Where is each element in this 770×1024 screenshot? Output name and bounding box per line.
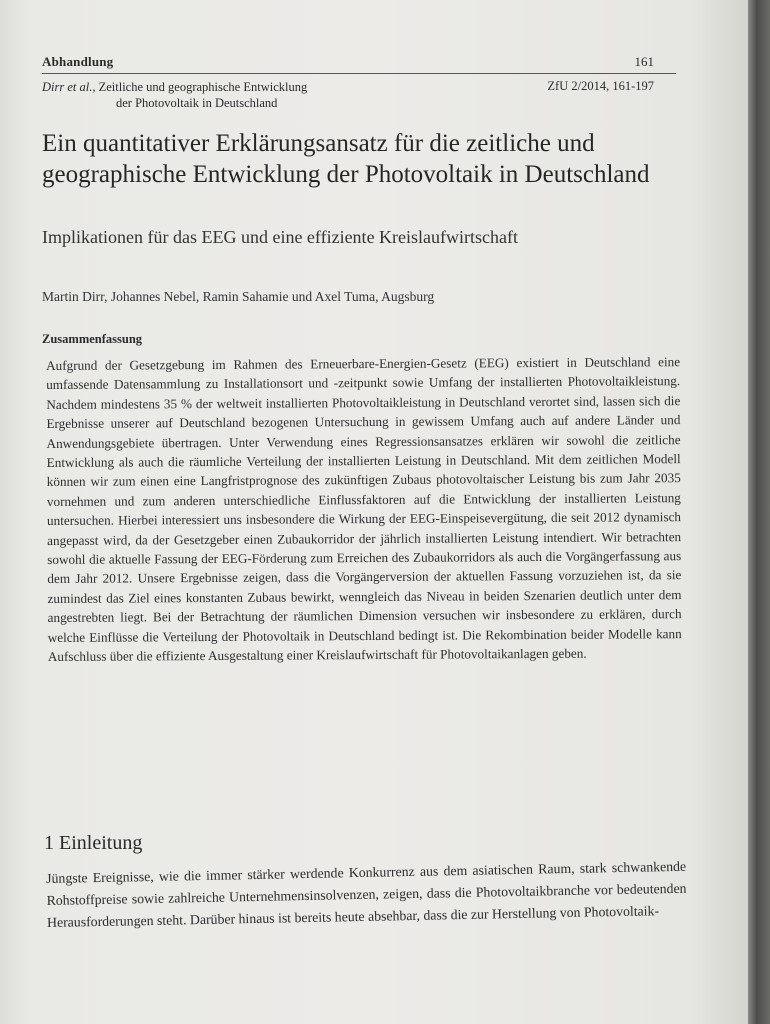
abstract-paragraph: Aufgrund der Gesetzgebung im Rahmen des Erneuerbare-Energien-Gesetz (EEG) existiert in Deutschland eine umfassende Datensammlung zu Installationsort und -zeitpunkt sowie Umfang der installierten Photovoltaikleistung. Nachdem mindestens 35 % der weltweit installierten Photovoltaikleistung in Deutschland verortet sind, lassen sich die Ergebnisse unserer auf Deutschland bezogenen Untersuchung in gewissem Umfang auch auf andere Länder und Anwendungsgebiete übertragen. Unter Verwendung eines Regressionsansatzes erklären wir sowohl die zeitliche Entwicklung als auch die räumliche Verteilung der installierten Leistung in Deutschland. Mit dem zeitlichen Modell können wir zum einen eine Langfristprognose des zukünftigen Zubaus photovoltaischer Leistung bis zum Jahr 2035 vornehmen und zum anderen unterschiedliche Einflussfaktoren auf die Entwicklung der installierten Leistung untersuchen. Hierbei interessiert uns insbesondere die Wirkung der EEG-Einspeisevergütung, die seit 2012 dynamisch angepasst wird, da der Gesetzgeber einen Zubaukorridor der jährlich installierten Leistung intendiert. Wir betrachten sowohl die aktuelle Fassung der EEG-Förderung zum Erreichen des Zubaukorridors als auch die Vorgängerfassung aus dem Jahr 2012. Unsere Ergebnisse zeigen, dass die Vorgängerversion der aktuellen Fassung vorzuziehen ist, da sie zumindest das Ziel eines konstanten Zubaus bewirkt, wenngleich das Niveau in beiden Szenarien deutlich unter dem angestrebten liegt. Bei der Betrachtung der räumlichen Dimension versuchen wir insbesondere zu erklären, durch welche Einflüsse die Verteilung der Photovoltaik in Deutschland bedingt ist. Die Rekombination beider Modelle kann Aufschluss über die effiziente Ausgestaltung einer Kreislaufwirtschaft für Photovoltaikanlagen geben.: [46, 354, 682, 665]
running-head-authors: Dirr et al.,: [42, 80, 96, 94]
page-number: 161: [634, 54, 654, 69]
body-paragraph: Jüngste Ereignisse, wie die immer stärker werdende Konkurrenz aus dem asiatischen Raum, stark schwankende Rohstoffpreise sowie zahlreiche Unternehmensinsolvenzen, zeigen, dass die Photovoltaikbranche vor bedeutenden Herausforderungen steht. Darüber hinaus ist bereits heute absehbar, dass die zur Herstellung von Photovoltaik-: [46, 858, 687, 930]
section-label: Abhandlung: [42, 54, 114, 69]
abstract-heading: Zusammenfassung: [42, 332, 143, 346]
running-head-title-line1: Zeitliche und geographische Entwicklung: [98, 80, 308, 94]
header-divider: [42, 73, 676, 74]
scan-background-edge: [748, 0, 770, 1024]
running-head-title-line2: der Photovoltaik in Deutschland: [116, 96, 278, 110]
section-heading: 1 Einleitung: [44, 832, 143, 854]
running-head: [42, 79, 462, 111]
abstract-body: [46, 352, 682, 666]
article-subtitle: Implikationen für das EEG und eine effiziente Kreislaufwirtschaft: [42, 227, 518, 247]
author-list: Martin Dirr, Johannes Nebel, Ramin Sahamie und Axel Tuma, Augsburg: [42, 289, 435, 304]
section-body: [46, 856, 687, 934]
journal-reference: ZfU 2/2014, 161-197: [547, 79, 654, 93]
article-title: Ein quantitativer Erklärungsansatz für die zeitliche und geographische Entwicklung der Photovoltaik in Deutschland: [42, 130, 650, 188]
